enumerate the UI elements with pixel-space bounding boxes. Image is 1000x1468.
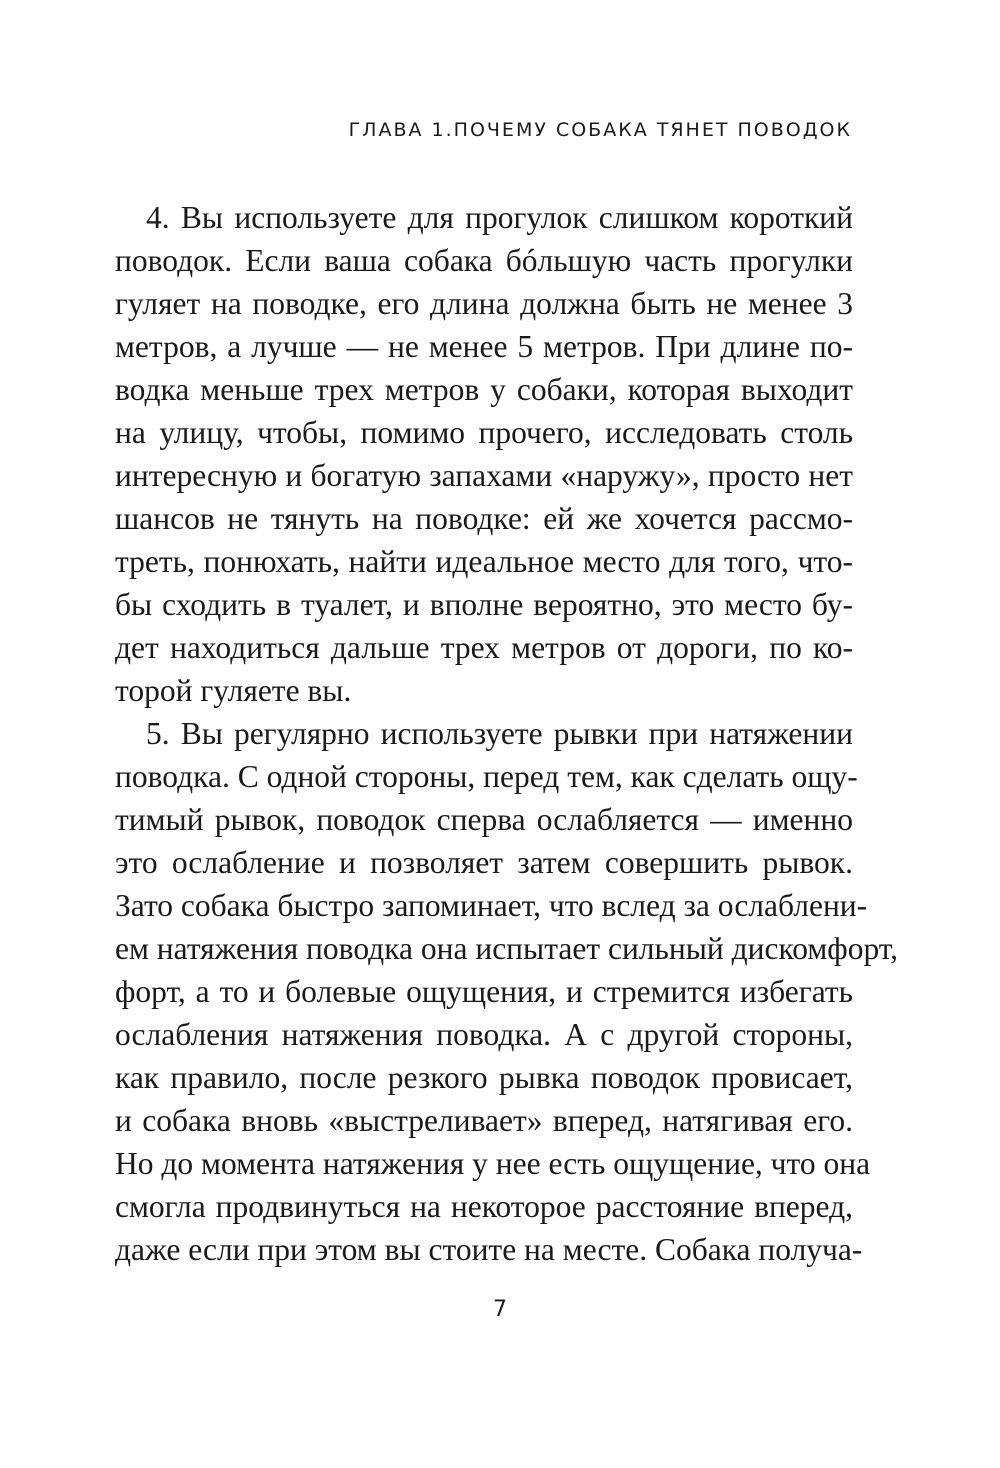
page-number: 7 [493,1297,507,1322]
text-line: метров, а лучше — не менее 5 метров. При длине по- [115,329,853,364]
text-line: шансов не тянуть на поводке: ей же хочется рассмо- [115,501,853,536]
text-line: дет находиться дальше трех метров от дороги, по ко- [115,630,853,665]
text-line: как правило, после резкого рывка поводок провисает, [115,1060,853,1095]
text-line: гуляет на поводке, его длина должна быть не менее 3 [115,286,853,321]
text-line: форт, а то и болевые ощущения, и стремится избегать [115,974,853,1009]
text-line: треть, понюхать, найти идеальное место для того, что- [115,544,853,579]
text-line: бы сходить в туалет, и вполне вероятно, это место бу- [115,587,853,622]
text-line: Но до момента натяжения у нее есть ощущение, что она [115,1146,871,1181]
text-line: ем натяжения поводка она испытает сильный дискомфорт, [115,931,899,966]
paragraph-5 [115,712,899,1271]
text-line: ослабления натяжения поводка. А с другой стороны, [115,1017,853,1052]
running-header: ГЛАВА 1.ПОЧЕМУ СОБАКА ТЯНЕТ ПОВОДОК [348,119,852,141]
body-text [115,196,899,1271]
text-line: на улицу, чтобы, помимо прочего, исследовать столь [115,415,853,450]
text-line: и собака вновь «выстреливает» вперед, натягивая его. [115,1103,853,1138]
text-line: тимый рывок, поводок сперва ослабляется — именно [115,802,853,837]
text-line: поводка. С одной стороны, перед тем, как сделать ощу- [115,759,858,794]
text-line: водка меньше трех метров у собаки, которая выходит [115,372,853,407]
text-line: 4. Вы используете для прогулок слишком короткий [146,200,853,235]
text-line: поводок. Если ваша собака бóльшую часть прогулки [115,243,853,278]
text-line: Зато собака быстро запоминает, что вслед за ослаблени- [115,888,868,923]
paragraph-4 [115,196,853,712]
text-line: 5. Вы регулярно используете рывки при натяжении [146,716,853,751]
text-line: смогла продвинуться на некоторое расстояние вперед, [115,1189,853,1224]
text-line: это ослабление и позволяет затем совершить рывок. [115,845,853,880]
text-line: даже если при этом вы стоите на месте. Собака получа- [115,1232,863,1267]
text-line: торой гуляете вы. [115,673,352,708]
text-line: интересную и богатую запахами «наружу», просто нет [115,458,853,493]
